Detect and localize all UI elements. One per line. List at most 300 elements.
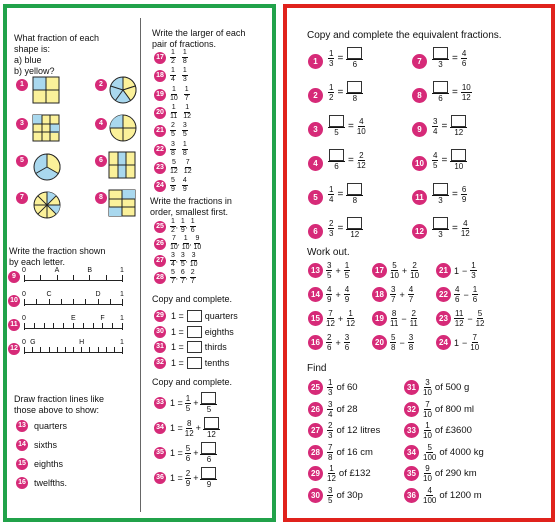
numerator: 3 [344, 333, 350, 342]
denominator: 5 [344, 271, 350, 280]
arith-expression [326, 261, 350, 280]
question-number-badge: 3 [308, 122, 323, 137]
find-text: of 60 [336, 382, 358, 393]
denominator: 2 [329, 92, 334, 102]
question-number-badge: 9 [412, 122, 427, 137]
numerator: 7 [171, 235, 176, 242]
fraction [470, 261, 476, 280]
find-text: of 28 [336, 403, 358, 415]
number-line-tick [61, 299, 62, 304]
fraction [184, 159, 192, 176]
work-out-heading: Work out. [307, 247, 350, 258]
fraction [328, 115, 345, 137]
denominator: 3 [329, 228, 334, 238]
fraction [182, 235, 190, 252]
fraction [327, 486, 333, 505]
numerator: 2 [171, 122, 175, 130]
fraction-shape-1 [32, 76, 60, 109]
number-line-tick [24, 347, 25, 354]
question-number-badge: 2 [95, 79, 107, 91]
number-line-label: D [95, 291, 101, 298]
numerator: 1 [171, 85, 176, 93]
question-number-badge: 23 [436, 311, 451, 326]
number-line-tick [83, 323, 84, 328]
fraction [170, 235, 178, 252]
numerator [432, 183, 449, 196]
question-number-badge: 31 [404, 380, 419, 395]
find-text: of 12 litres [336, 425, 381, 436]
numerator: 7 [328, 309, 333, 318]
equation-lead: 1 = [171, 357, 184, 368]
question-number-badge: 33 [154, 397, 166, 409]
numerator: 8 [186, 418, 192, 428]
fraction [454, 309, 464, 328]
denominator: 5 [206, 405, 212, 414]
denominator: 4 [171, 261, 175, 268]
plus-sign: + [193, 473, 199, 483]
denominator: 8 [408, 343, 414, 352]
fraction [200, 392, 217, 414]
equiv-title: Copy and complete the equivalent fractions. [307, 30, 502, 41]
fraction [450, 115, 467, 137]
equation-lead: 1 = [170, 448, 183, 458]
larger-fraction-prompt: Write the larger of each [152, 28, 246, 38]
number-line-tick [106, 275, 107, 280]
fraction [326, 309, 335, 328]
shape-question-prompt: What fraction of each [14, 33, 100, 43]
numerator: 3 [391, 285, 396, 294]
numerator [328, 115, 345, 128]
numerator: 5 [427, 442, 432, 452]
equivalent-equation [328, 47, 363, 69]
answer-box [201, 467, 216, 479]
numerator: 1 [185, 103, 190, 111]
fraction [185, 394, 191, 413]
question-number-badge: 11 [412, 190, 427, 205]
denominator: 3 [328, 431, 333, 440]
number-line-tick [93, 323, 94, 328]
number-line-tick [36, 299, 37, 304]
number-line-label: F [100, 315, 105, 322]
denominator: 6 [461, 58, 467, 68]
equals-sign: = [441, 154, 448, 166]
number-line-label: B [87, 267, 92, 274]
number-line-tick [57, 275, 58, 280]
denominator: 5 [433, 160, 438, 170]
operator: − [467, 313, 473, 324]
fraction [182, 141, 188, 158]
denominator: 7 [408, 295, 414, 304]
question-number-badge: 4 [95, 118, 107, 130]
numerator: 3 [408, 333, 414, 342]
denominator: 8 [391, 343, 396, 352]
equals-sign: = [337, 188, 344, 200]
number-line-label: 0 [22, 315, 26, 322]
question-number-badge: 6 [95, 155, 107, 167]
denominator: 11 [390, 319, 399, 328]
numerator: 2 [411, 309, 416, 318]
numerator: 7 [425, 399, 430, 409]
question-number-badge: 23 [154, 162, 166, 174]
number-line-label: G [30, 339, 36, 346]
numerator: 3 [171, 252, 175, 259]
fraction-set [170, 218, 196, 235]
equals-sign: = [452, 222, 458, 234]
denominator: 9 [185, 478, 191, 488]
denominator: 12 [356, 160, 366, 170]
arith-expression [454, 261, 477, 280]
fraction [185, 419, 194, 438]
denominator: 10 [470, 343, 480, 352]
arith-expression [326, 333, 350, 352]
numerator: 5 [171, 177, 175, 185]
denominator: 9 [206, 480, 212, 489]
numerator: 10 [461, 82, 471, 92]
question-number-badge: 24 [154, 180, 166, 192]
operator: − [401, 313, 407, 324]
fraction-pair [170, 86, 190, 103]
question-number-badge: 31 [154, 341, 166, 353]
fraction-pair [170, 122, 188, 139]
question-number-badge: 35 [404, 466, 419, 481]
question-number-badge: 36 [404, 488, 419, 503]
arith-expression [390, 309, 418, 328]
number-line [24, 352, 122, 353]
fraction [326, 285, 332, 304]
numerator: 2 [185, 468, 191, 478]
plus-sign: + [193, 448, 199, 458]
numerator: 5 [391, 333, 396, 342]
denominator: 10 [356, 126, 366, 136]
equation-lead: 1 = [171, 342, 184, 352]
denominator: 6 [438, 94, 443, 103]
fraction [328, 49, 334, 68]
equals-sign: = [348, 120, 354, 132]
numerator: 3 [191, 252, 196, 259]
fraction [327, 421, 333, 440]
question-number-badge: 2 [308, 88, 323, 103]
denominator: 12 [327, 474, 336, 483]
find-expression [327, 464, 371, 483]
draw-item-label: sixths [34, 440, 58, 450]
number-line-tick [122, 323, 123, 330]
numerator: 3 [327, 261, 332, 270]
fraction-shape-4 [108, 113, 138, 148]
fraction [390, 261, 399, 280]
question-number-badge: 7 [16, 192, 28, 204]
fraction [203, 417, 220, 439]
equivalent-equation [328, 115, 366, 137]
question-number-badge: 1 [16, 79, 28, 91]
equals-sign: = [441, 120, 448, 132]
question-number-badge: 16 [16, 477, 28, 489]
number-line-tick [114, 347, 115, 352]
comma: , [189, 240, 192, 247]
number-line-label: 0 [22, 267, 26, 274]
number-line-tick [98, 347, 99, 352]
denominator: 2 [171, 227, 175, 234]
equivalent-equation [432, 81, 472, 103]
question-number-badge: 18 [154, 70, 166, 82]
operator: − [462, 337, 468, 348]
denominator: 10 [181, 244, 190, 251]
number-line-tick [73, 323, 74, 328]
fraction [170, 49, 176, 66]
find-expression [423, 464, 477, 483]
fraction [390, 285, 396, 304]
find-heading: Find [307, 363, 327, 374]
denominator: 4 [328, 409, 333, 419]
fraction-shape-3 [32, 114, 60, 147]
shape-question-prompt: a) blue [14, 55, 42, 65]
number-line-tick [89, 275, 90, 280]
question-number-badge: 34 [404, 445, 419, 460]
numerator: 1 [344, 261, 350, 270]
equation-row [171, 357, 229, 369]
numerator: 1 [184, 85, 189, 93]
numerator: 2 [359, 150, 364, 160]
question-number-badge: 27 [308, 423, 323, 438]
question-number-badge: 30 [308, 488, 323, 503]
fraction [326, 261, 332, 280]
question-number-badge: 11 [8, 319, 20, 331]
numerator: 3 [433, 116, 438, 126]
numerator: 1 [185, 393, 191, 403]
number-line-tick [57, 347, 58, 352]
fraction [432, 47, 449, 69]
question-number-badge: 16 [308, 335, 323, 350]
numerator: 1 [472, 285, 478, 294]
numerator [203, 417, 220, 430]
fraction [423, 400, 432, 419]
question-number-badge: 29 [308, 466, 323, 481]
unit-word: tenths [204, 357, 230, 368]
answer-box [433, 217, 448, 229]
question-number-badge: 18 [372, 287, 387, 302]
numerator: 1 [329, 464, 334, 473]
equivalent-equation [328, 81, 363, 103]
denominator: 6 [185, 453, 191, 463]
fraction [346, 309, 355, 328]
fraction [327, 443, 333, 462]
number-line-label: E [71, 315, 76, 322]
numerator: 3 [425, 378, 430, 387]
question-number-badge: 17 [372, 263, 387, 278]
fraction [327, 378, 333, 397]
numerator: 1 [171, 218, 175, 225]
denominator: 11 [409, 319, 418, 328]
equals-sign: = [337, 222, 344, 234]
equals-sign: = [337, 52, 344, 64]
fraction [423, 378, 432, 397]
question-number-badge: 26 [308, 402, 323, 417]
equation-row [170, 417, 220, 439]
denominator: 6 [327, 343, 332, 352]
numerator [432, 47, 449, 60]
equation-lead: 1 = [170, 423, 183, 433]
comma: , [185, 274, 188, 281]
denominator: 6 [455, 295, 460, 304]
draw-item-label: twelfths. [34, 478, 68, 488]
denominator: 6 [472, 295, 478, 304]
number-line-tick [106, 347, 107, 352]
question-number-badge: 20 [154, 107, 166, 119]
question-number-badge: 35 [154, 447, 166, 459]
find-text: of 16 cm [336, 446, 373, 458]
question-number-badge: 24 [436, 335, 451, 350]
number-line-tick [24, 323, 25, 330]
question-number-badge: 9 [8, 271, 20, 283]
numerator: 8 [391, 309, 397, 318]
number-line-tick [24, 299, 25, 306]
number-line-label: 0 [22, 339, 26, 346]
denominator: 9 [327, 295, 332, 304]
operator: − [463, 289, 469, 300]
numerator: 2 [412, 261, 417, 270]
numerator: 2 [329, 218, 334, 228]
numerator: 6 [461, 184, 467, 194]
arith-expression [454, 333, 479, 352]
fraction [357, 151, 366, 170]
denominator: 10 [423, 409, 432, 419]
comma: , [177, 240, 180, 247]
denominator: 6 [334, 162, 339, 171]
operator: + [335, 337, 341, 348]
number-line [24, 280, 122, 281]
numerator [432, 81, 449, 94]
number-line-label: 1 [120, 291, 124, 298]
numerator: 7 [185, 158, 190, 166]
denominator: 4 [433, 126, 438, 136]
fraction [454, 285, 460, 304]
fraction [184, 86, 190, 103]
fraction [432, 117, 438, 136]
numerator: 7 [328, 442, 333, 452]
fraction [472, 285, 478, 304]
fraction [182, 67, 188, 84]
fraction [182, 177, 188, 194]
fraction-set [170, 269, 196, 286]
answer-box [187, 341, 202, 353]
numerator: 4 [359, 116, 364, 126]
fraction [170, 104, 177, 121]
fraction-set [170, 235, 201, 252]
fraction [432, 217, 449, 239]
numerator: 1 [171, 67, 175, 75]
numerator [346, 183, 363, 196]
number-line-tick [65, 347, 66, 352]
numerator [450, 115, 467, 128]
fraction [461, 83, 472, 102]
fraction-shape-2 [108, 75, 138, 110]
fraction [182, 122, 188, 139]
question-number-badge: 28 [154, 272, 166, 284]
question-number-badge: 14 [308, 287, 323, 302]
fraction [328, 83, 334, 102]
numerator: 3 [171, 140, 175, 148]
fraction [328, 149, 345, 171]
find-text: of 500 g [434, 382, 470, 393]
denominator: 9 [461, 194, 467, 204]
question-number-badge: 19 [154, 89, 166, 101]
denominator: 6 [206, 455, 212, 464]
numerator: 1 [171, 103, 176, 111]
fraction-pair [170, 177, 188, 194]
numerator [200, 392, 217, 405]
shape-question-prompt: b) yellow? [14, 66, 55, 76]
question-number-badge: 5 [16, 155, 28, 167]
denominator: 4 [171, 76, 175, 84]
number-line-tick [40, 347, 41, 352]
denominator: 12 [454, 128, 464, 137]
question-number-badge: 32 [154, 357, 166, 369]
fraction [326, 333, 332, 352]
find-expression [423, 486, 482, 505]
numerator: 5 [477, 309, 483, 318]
numerator: 4 [461, 48, 467, 58]
find-text: of 290 km [434, 468, 477, 479]
equation-lead: 1 = [171, 326, 184, 337]
equals-sign: = [452, 86, 458, 98]
numerator: 1 [182, 140, 187, 148]
question-number-badge: 3 [16, 118, 28, 130]
number-line-tick [49, 347, 50, 352]
number-line-label: 1 [120, 315, 124, 322]
denominator: 3 [329, 58, 334, 68]
denominator: 12 [326, 319, 335, 328]
numerator [346, 81, 363, 94]
fraction [170, 67, 176, 84]
fraction [423, 486, 436, 505]
numerator: 2 [327, 333, 332, 342]
numerator: 3 [328, 399, 333, 409]
denominator: 12 [206, 430, 216, 439]
question-number-badge: 1 [308, 54, 323, 69]
comma: , [175, 223, 178, 230]
numerator: 9 [425, 464, 430, 473]
denominator: 7 [391, 295, 396, 304]
fraction-shape-8 [108, 189, 136, 222]
number-line-tick [32, 347, 33, 352]
numerator: 1 [329, 48, 334, 58]
number-line-tick [73, 275, 74, 280]
numerator: 5 [171, 269, 175, 276]
denominator: 9 [344, 295, 350, 304]
copy-complete-heading: Copy and complete. [152, 294, 233, 304]
fraction [470, 333, 479, 352]
numerator: 4 [344, 285, 350, 294]
denominator: 5 [171, 131, 175, 139]
numerator: 4 [327, 285, 332, 294]
find-text: of £132 [338, 468, 371, 479]
question-number-badge: 13 [16, 420, 28, 432]
number-line-label: 0 [22, 291, 26, 298]
answer-box [433, 47, 448, 59]
numerator [432, 217, 449, 230]
unit-word: quarters [204, 311, 238, 321]
fraction [432, 81, 449, 103]
denominator: 7 [171, 278, 175, 285]
copy-complete-heading-2: Copy and complete. [152, 377, 233, 387]
denominator: 8 [182, 58, 187, 65]
equation-row [170, 442, 217, 464]
denominator: 10 [423, 431, 432, 440]
number-line-tick [110, 299, 111, 304]
numerator [450, 149, 467, 162]
question-number-badge: 21 [436, 263, 451, 278]
number-line-tick [112, 323, 113, 328]
fraction [185, 444, 191, 463]
